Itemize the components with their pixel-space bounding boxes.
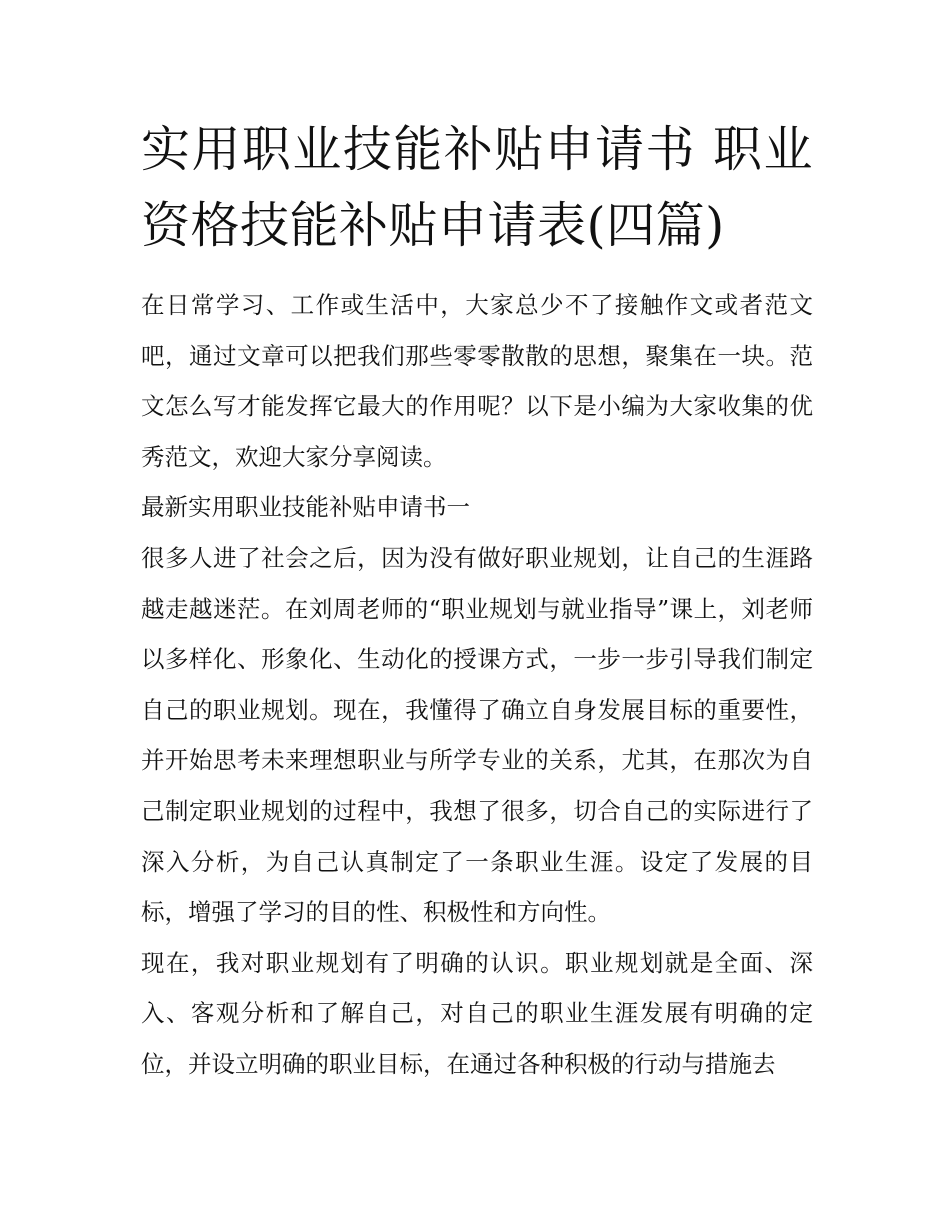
section-heading: 最新实用职业技能补贴申请书一 (141, 493, 470, 522)
body-paragraph-2: 现在，我对职业规划有了明确的认识。职业规划就是全面、深入、客观分析和了解自己，对自己的职业生涯发展有明确的定位，并设立明确的职业目标，在通过各种积极的行动与措施去 (141, 948, 813, 1078)
intro-paragraph: 在日常学习、工作或生活中，大家总少不了接触作文或者范文吧，通过文章可以把我们那些零零散散的思想，聚集在一块。范文怎么写才能发挥它最大的作用呢？以下是小编为大家收集的优秀范文，欢迎大家分享阅读。 (141, 291, 813, 471)
document-body (141, 280, 813, 1090)
body-paragraph-1: 很多人进了社会之后，因为没有做好职业规划，让自己的生涯路越走越迷茫。在刘周老师的“职业规划与就业指导”课上，刘老师以多样化、形象化、生动化的授课方式，一步一步引导我们制定自己的职业规划。现在，我懂得了确立自身发展目标的重要性，并开始思考未来理想职业与所学专业的关系，尤其，在那次为自己制定职业规划的过程中，我想了很多，切合自己的实际进行了深入分析，为自己认真制定了一条职业生涯。设定了发展的目标，增强了学习的目的性、积极性和方向性。 (141, 543, 813, 927)
document-page (141, 112, 813, 1090)
document-title: 实用职业技能补贴申请书 职业资格技能补贴申请表(四篇) (141, 121, 813, 254)
